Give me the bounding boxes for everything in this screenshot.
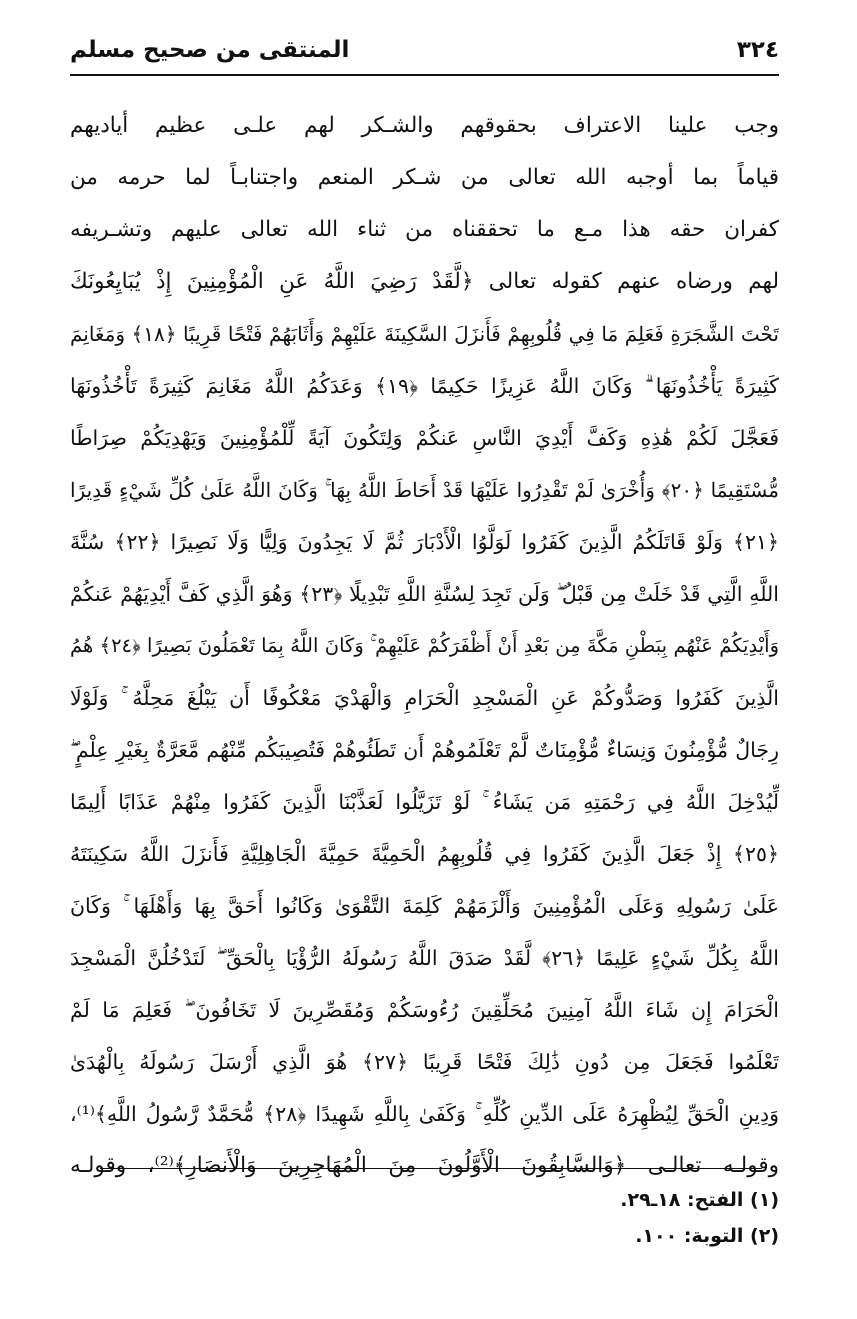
quran-line: ﴿٢٥﴾ إِذْ جَعَلَ الَّذِينَ كَفَرُوا فِي قُلُوبِهِمُ الْحَمِيَّةَ حَمِيَّةَ الْجَاهِلِيَّةِ فَأَنزَلَ اللَّهُ سَكِينَتَهُ xyxy=(70,842,779,866)
quran-line: اللَّهُ بِكُلِّ شَيْءٍ عَلِيمًا ﴿٢٦﴾ لَّقَدْ صَدَقَ اللَّهُ رَسُولَهُ الرُّؤْيَا بِالْحَقِّ ۖ لَتَدْخُلُنَّ الْمَسْجِدَ xyxy=(70,946,779,970)
quran-line: رِجَالٌ مُّؤْمِنُونَ وَنِسَاءٌ مُّؤْمِنَاتٌ لَّمْ تَعْلَمُوهُمْ أَن تَطَئُوهُمْ فَتُصِيبَكُم مِّنْهُم مَّعَرَّةٌ بِغَيْرِ عِلْمٍ ۖ xyxy=(70,738,779,762)
quran-line: وَدِينِ الْحَقِّ لِيُظْهِرَهُ عَلَى الدِّينِ كُلِّهِ ۚ وَكَفَىٰ بِاللَّهِ شَهِيدًا ﴿٢٨﴾ مُّحَمَّدٌ رَّسُولُ اللَّهِ﴾⁽¹⁾، xyxy=(70,1102,779,1126)
quran-line: فَعَجَّلَ لَكُمْ هَٰذِهِ وَكَفَّ أَيْدِيَ النَّاسِ عَنكُمْ وَلِتَكُونَ آيَةً لِّلْمُؤْمِنِينَ وَيَهْدِيَكُمْ صِرَاطًا xyxy=(70,426,779,450)
text-line: لهم ورضاه عنهم كقوله تعالى ﴿لَّقَدْ رَضِيَ اللَّهُ عَنِ الْمُؤْمِنِينَ إِذْ يُبَايِعُونَكَ xyxy=(70,269,779,294)
text-line: قياماً بما أوجبه الله تعالى من شـكر المنعم واجتنابـاً لما حرمه من xyxy=(70,165,779,190)
quran-line: اللَّهِ الَّتِي قَدْ خَلَتْ مِن قَبْلُ ۖ وَلَن تَجِدَ لِسُنَّةِ اللَّهِ تَبْدِيلًا ﴿٢٣﴾ وَهُوَ الَّذِي كَفَّ أَيْدِيَهُمْ عَنكُمْ xyxy=(70,582,779,606)
page-number: ٣٢٤ xyxy=(736,37,779,63)
running-title: المنتقى من صحيح مسلم xyxy=(70,37,350,63)
footnote-rule xyxy=(100,1168,762,1169)
quran-line: وَأَيْدِيَكُمْ عَنْهُم بِبَطْنِ مَكَّةَ مِن بَعْدِ أَنْ أَظْفَرَكُمْ عَلَيْهِمْ ۚ وَكَانَ اللَّهُ بِمَا تَعْمَلُونَ بَصِيرًا ﴿٢٤﴾ هُمُ xyxy=(70,634,779,657)
quran-line: تَعْلَمُوا فَجَعَلَ مِن دُونِ ذَٰلِكَ فَتْحًا قَرِيبًا ﴿٢٧﴾ هُوَ الَّذِي أَرْسَلَ رَسُولَهُ بِالْهُدَىٰ xyxy=(70,1050,779,1074)
footnote-1: (١) الفتح: ١٨ـ٢٩. xyxy=(620,1189,779,1211)
body-text xyxy=(70,100,779,1178)
quran-line: تَحْتَ الشَّجَرَةِ فَعَلِمَ مَا فِي قُلُوبِهِمْ فَأَنزَلَ السَّكِينَةَ عَلَيْهِمْ وَأَثَابَهُمْ فَتْحًا قَرِيبًا ﴿١٨﴾ وَمَغَانِمَ xyxy=(70,322,779,346)
quran-line: مُّسْتَقِيمًا ﴿٢٠﴾ وَأُخْرَىٰ لَمْ تَقْدِرُوا عَلَيْهَا قَدْ أَحَاطَ اللَّهُ بِهَا ۚ وَكَانَ اللَّهُ عَلَىٰ كُلِّ شَيْءٍ قَدِيرًا xyxy=(70,478,779,502)
quran-line: لِّيُدْخِلَ اللَّهُ فِي رَحْمَتِهِ مَن يَشَاءُ ۚ لَوْ تَزَيَّلُوا لَعَذَّبْنَا الَّذِينَ كَفَرُوا مِنْهُمْ عَذَابًا أَلِيمًا xyxy=(70,790,779,814)
quran-line: ﴿٢١﴾ وَلَوْ قَاتَلَكُمُ الَّذِينَ كَفَرُوا لَوَلَّوُا الْأَدْبَارَ ثُمَّ لَا يَجِدُونَ وَلِيًّا وَلَا نَصِيرًا ﴿٢٢﴾ سُنَّةَ xyxy=(70,530,779,554)
page-header xyxy=(70,30,779,70)
quran-line: كَثِيرَةً يَأْخُذُونَهَا ۗ وَكَانَ اللَّهُ عَزِيزًا حَكِيمًا ﴿١٩﴾ وَعَدَكُمُ اللَّهُ مَغَانِمَ كَثِيرَةً تَأْخُذُونَهَا xyxy=(70,374,779,398)
text-line: وقولـه تعالـى ﴿وَالسَّابِقُونَ الْأَوَّلُونَ مِنَ الْمُهَاجِرِينَ وَالْأَنصَارِ﴾⁽²⁾، وقولـه xyxy=(70,1153,779,1178)
quran-line: الَّذِينَ كَفَرُوا وَصَدُّوكُمْ عَنِ الْمَسْجِدِ الْحَرَامِ وَالْهَدْيَ مَعْكُوفًا أَن يَبْلُغَ مَحِلَّهُ ۚ وَلَوْلَا xyxy=(70,686,779,710)
header-rule xyxy=(70,74,779,76)
quran-line: الْحَرَامَ إِن شَاءَ اللَّهُ آمِنِينَ مُحَلِّقِينَ رُءُوسَكُمْ وَمُقَصِّرِينَ لَا تَخَافُونَ ۖ فَعَلِمَ مَا لَمْ xyxy=(70,998,779,1022)
footnotes xyxy=(620,1182,779,1254)
quran-line: عَلَىٰ رَسُولِهِ وَعَلَى الْمُؤْمِنِينَ وَأَلْزَمَهُمْ كَلِمَةَ التَّقْوَىٰ وَكَانُوا أَحَقَّ بِهَا وَأَهْلَهَا ۚ وَكَانَ xyxy=(70,894,779,918)
text-line: وجب علينا الاعتراف بحقوقهم والشـكر لهم علـى عظيم أياديهم xyxy=(70,113,779,138)
footnote-2: (٢) التوبة: ١٠٠. xyxy=(635,1225,779,1247)
text-line: كفران حقه هذا مـع ما تحققناه من ثناء الله تعالى عليهم وتشـريفه xyxy=(70,217,779,242)
